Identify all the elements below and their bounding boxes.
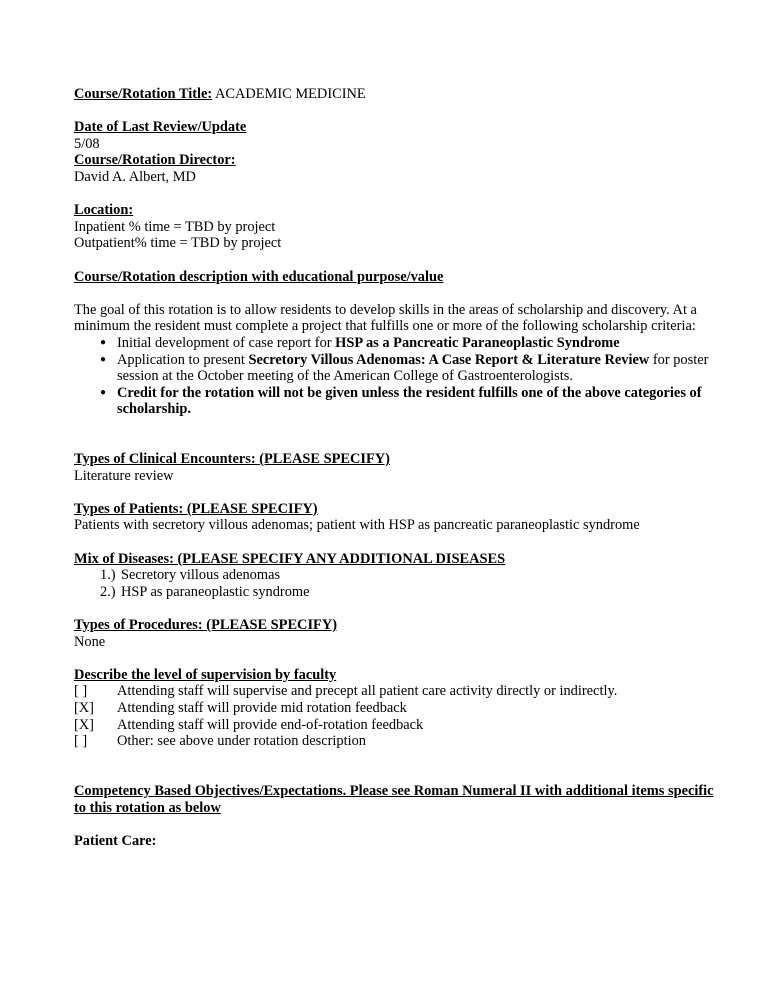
description-heading: Course/Rotation description with educational purpose/value [74, 268, 444, 285]
course-title-line [74, 86, 714, 103]
location-label: Location: [74, 202, 134, 219]
encounters-heading: Types of Clinical Encounters: (PLEASE SPECIFY) [74, 451, 390, 468]
checkbox-mark: [X] [74, 699, 94, 716]
director-label: Course/Rotation Director: [74, 152, 236, 169]
document-page [74, 86, 714, 849]
bullet-icon: ● [100, 386, 107, 398]
list-item: 2.) HSP as paraneoplastic syndrome [100, 583, 310, 600]
checkbox-mark: [ ] [74, 733, 88, 750]
checkbox-mark: [X] [74, 716, 94, 733]
list-item: 1.) Secretory villous adenomas [100, 567, 281, 584]
supervision-item: [X] Attending staff will provide mid rotation feedback [74, 699, 407, 716]
procedures-value: None [74, 633, 106, 650]
review-date-label: Date of Last Review/Update [74, 119, 247, 136]
list-item: ● Credit for the rotation will not be given unless the resident fulfills one of the above categories of scholarship. [100, 384, 702, 418]
supervision-heading: Describe the level of supervision by faculty [74, 666, 337, 683]
encounters-value: Literature review [74, 467, 174, 484]
bullet-icon: ● [100, 336, 107, 348]
course-title-value: ACADEMIC MEDICINE [215, 86, 366, 102]
director-value: David A. Albert, MD [74, 168, 196, 185]
procedures-heading: Types of Procedures: (PLEASE SPECIFY) [74, 617, 338, 633]
checkbox-mark: [ ] [74, 683, 88, 700]
scholarship-criteria-list [74, 335, 714, 418]
location-inpatient: Inpatient % time = TBD by project [74, 218, 276, 235]
review-date-value: 5/08 [74, 135, 100, 152]
diseases-list [74, 567, 714, 600]
description-paragraph: The goal of this rotation is to allow residents to develop skills in the areas of scholarship and discovery. At a minimum the resident must complete a project that fulfills one or more of the following scholarship criteria: [74, 301, 697, 335]
supervision-item: [ ] Attending staff will supervise and precept all patient care activity directly or indirectly. [74, 683, 618, 700]
list-item: ● Initial development of case report for HSP as a Pancreatic Paraneoplastic Syndrome [100, 334, 620, 351]
list-item: ● Application to present Secretory Villous Adenomas: A Case Report & Literature Review for poster session at the October meeting of the American College of Gastroenterologists. [100, 351, 709, 385]
supervision-item: [X] Attending staff will provide end-of-rotation feedback [74, 716, 424, 733]
patient-care-label: Patient Care: [74, 832, 157, 849]
patients-value: Patients with secretory villous adenomas; patient with HSP as pancreatic paraneoplastic syndrome [74, 517, 640, 534]
competency-heading: Competency Based Objectives/Expectations. Please see Roman Numeral II with additional items specific to this rotation as below [74, 782, 714, 816]
diseases-heading: Mix of Diseases: (PLEASE SPECIFY ANY ADDITIONAL DISEASES [74, 550, 506, 567]
patients-heading: Types of Patients: (PLEASE SPECIFY) [74, 500, 318, 517]
bullet-icon: ● [100, 353, 107, 365]
course-title-label: Course/Rotation Title: [74, 86, 213, 102]
location-outpatient: Outpatient% time = TBD by project [74, 235, 282, 252]
supervision-item: [ ] Other: see above under rotation description [74, 733, 366, 750]
